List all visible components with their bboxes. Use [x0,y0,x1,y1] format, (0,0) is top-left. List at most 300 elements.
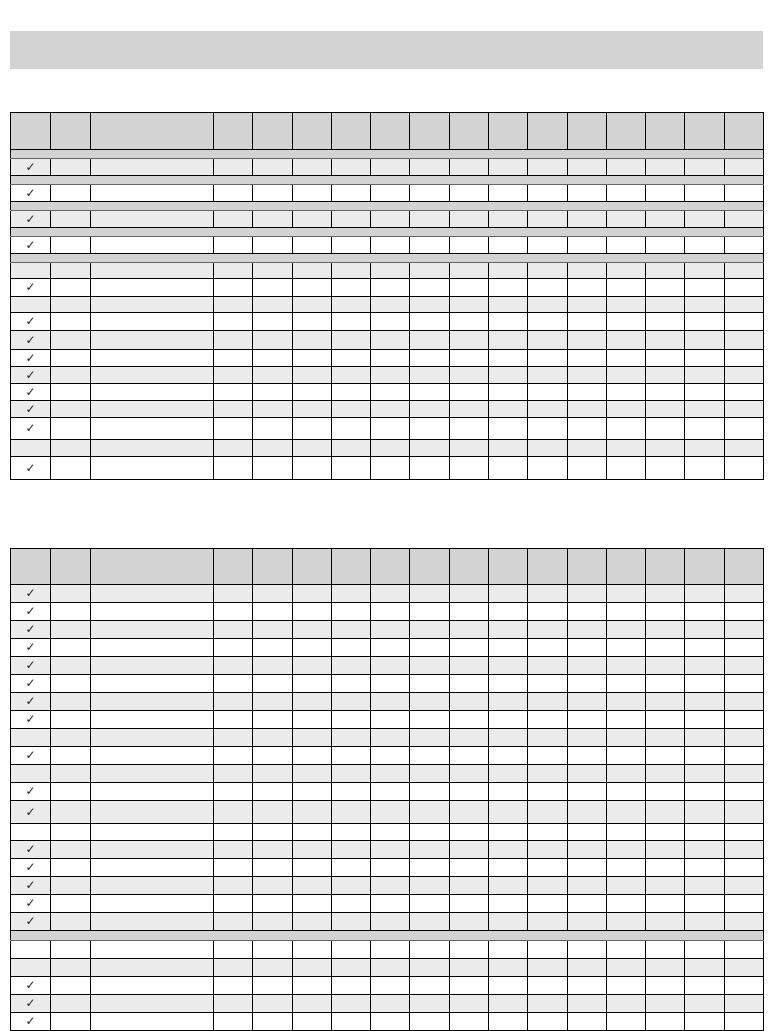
header-cell [724,549,763,585]
table-cell [331,657,370,675]
table-cell [51,585,91,603]
header-cell [51,113,91,150]
check-cell [11,331,51,350]
table-cell [606,279,645,297]
check-cell [11,693,51,711]
table-row [11,297,764,313]
table-cell [449,313,488,331]
table-cell [567,350,606,367]
table-row [11,824,764,841]
check-cell [11,297,51,313]
check-cell [11,367,51,384]
table-cell [253,977,292,995]
header-cell [292,549,331,585]
table-cell [91,639,214,657]
table-cell [685,801,724,824]
table-cell [528,765,567,783]
table-cell [292,313,331,331]
table-cell [646,729,685,747]
table-cell [646,384,685,401]
table-cell [646,824,685,841]
table-cell [606,603,645,621]
table-cell [646,159,685,176]
check-icon: ✓ [25,996,36,1010]
table-cell [91,693,214,711]
table-cell [292,585,331,603]
table-cell [214,313,253,331]
table-cell [91,895,214,913]
check-icon: ✓ [25,804,36,819]
table-cell [371,859,410,877]
table-cell [253,313,292,331]
table-cell [410,401,449,418]
table-cell [606,401,645,418]
table-cell [91,263,214,279]
check-cell [11,185,51,202]
check-cell [11,237,51,254]
table-cell [410,675,449,693]
table-cell [488,801,527,824]
table-cell [91,367,214,384]
table-cell [331,747,370,765]
table-cell [646,693,685,711]
table-cell [567,401,606,418]
table-cell [488,675,527,693]
table-cell [606,1013,645,1031]
table-cell [724,1013,763,1031]
table-cell [292,783,331,801]
table-cell [51,603,91,621]
table-cell [528,401,567,418]
table-cell [331,729,370,747]
table-cell [331,783,370,801]
table-cell [51,841,91,859]
table-cell [488,263,527,279]
table-cell [371,913,410,931]
table-cell [724,367,763,384]
table-cell [91,941,214,959]
table-cell [528,895,567,913]
table-cell [371,185,410,202]
table-cell [567,801,606,824]
table-cell [331,297,370,313]
check-icon: ✓ [25,896,36,910]
table-cell [292,675,331,693]
table-cell [724,877,763,895]
table-cell [646,877,685,895]
check-cell [11,841,51,859]
header-cell [410,549,449,585]
check-cell [11,350,51,367]
table-cell [371,977,410,995]
table-cell [214,747,253,765]
table-cell [214,765,253,783]
table-cell [528,657,567,675]
table-cell [528,639,567,657]
table-cell [292,1013,331,1031]
table-cell [606,747,645,765]
table-cell [331,693,370,711]
check-cell [11,783,51,801]
table-row [11,657,764,675]
table-cell [567,621,606,639]
table-cell [646,995,685,1013]
table-cell [528,1013,567,1031]
table-cell [685,621,724,639]
table-cell [253,657,292,675]
table-cell [528,585,567,603]
table-cell [488,350,527,367]
table-cell [724,729,763,747]
table-cell [410,765,449,783]
table-cell [449,621,488,639]
table-cell [646,959,685,977]
table-cell [606,639,645,657]
group-cell [11,176,764,185]
table-cell [646,237,685,254]
table-cell [91,765,214,783]
table-cell [685,384,724,401]
table-cell [331,384,370,401]
table-cell [606,995,645,1013]
table-cell [253,585,292,603]
check-icon: ✓ [25,860,36,874]
table-cell [214,895,253,913]
table-row [11,913,764,931]
table-cell [488,279,527,297]
table-cell [371,401,410,418]
table-row [11,401,764,418]
table-cell [214,824,253,841]
table-cell [488,657,527,675]
table-row [11,877,764,895]
table-cell [488,237,527,254]
table-cell [488,895,527,913]
table-cell [449,185,488,202]
table-cell [685,603,724,621]
table-cell [331,279,370,297]
table-cell [567,297,606,313]
table-cell [685,639,724,657]
table-cell [567,783,606,801]
table-cell [606,211,645,228]
table-cell [449,279,488,297]
table-cell [253,263,292,279]
table-cell [724,350,763,367]
table-row [11,440,764,457]
table-cell [488,977,527,995]
table-cell [51,747,91,765]
table-cell [292,941,331,959]
table-cell [51,211,91,228]
table-cell [371,693,410,711]
table-cell [371,418,410,440]
table-cell [449,895,488,913]
table-cell [685,747,724,765]
table-cell [253,941,292,959]
table-cell [371,657,410,675]
table-cell [685,783,724,801]
table-cell [488,1013,527,1031]
table-row [11,859,764,877]
table-cell [449,384,488,401]
table-cell [606,913,645,931]
table-cell [371,237,410,254]
table-cell [331,185,370,202]
group-row [11,176,764,185]
table-cell [606,859,645,877]
table-cell [292,603,331,621]
table-cell [606,367,645,384]
check-icon: ✓ [25,211,36,226]
check-cell [11,711,51,729]
table-cell [567,367,606,384]
table-cell [331,350,370,367]
check-cell [11,603,51,621]
table-cell [724,263,763,279]
table-cell [292,350,331,367]
table-cell [488,401,527,418]
table-cell [724,603,763,621]
table-cell [646,801,685,824]
table-cell [91,841,214,859]
table-cell [724,859,763,877]
table-cell [606,185,645,202]
table-cell [292,657,331,675]
table-cell [567,418,606,440]
table-cell [528,331,567,350]
header-cell [292,113,331,150]
table-cell [91,711,214,729]
table-cell [724,675,763,693]
table-cell [331,367,370,384]
table-cell [331,711,370,729]
table-cell [331,801,370,824]
header-cell [488,549,527,585]
table-cell [724,783,763,801]
table-cell [488,418,527,440]
table-cell [724,297,763,313]
table-cell [91,279,214,297]
table-cell [528,418,567,440]
table-cell [331,401,370,418]
table-cell [292,747,331,765]
table-cell [371,747,410,765]
table-cell [214,995,253,1013]
header-cell [567,549,606,585]
schedule-table-1 [10,112,764,480]
table-cell [91,1013,214,1031]
table-cell [528,263,567,279]
table-cell [51,237,91,254]
table-row [11,895,764,913]
table-cell [685,765,724,783]
header-cell [331,549,370,585]
table-cell [528,824,567,841]
check-icon: ✓ [25,784,36,798]
table-cell [724,913,763,931]
table-cell [410,941,449,959]
table-cell [410,367,449,384]
table-cell [606,331,645,350]
table-cell [51,877,91,895]
table-cell [371,297,410,313]
table-cell [567,657,606,675]
table-cell [253,765,292,783]
table-cell [51,263,91,279]
header-cell [646,549,685,585]
table-header-row [11,549,764,585]
check-icon: ✓ [25,842,36,856]
header-cell [528,113,567,150]
table-row [11,313,764,331]
table-cell [528,279,567,297]
table-cell [331,418,370,440]
table-cell [292,367,331,384]
table-cell [567,639,606,657]
table-cell [331,913,370,931]
table-cell [292,279,331,297]
table-cell [91,237,214,254]
table-cell [410,783,449,801]
table-cell [91,801,214,824]
check-icon: ✓ [25,367,36,382]
header-cell [410,113,449,150]
schedule-table-2 [10,548,764,1031]
table-cell [214,331,253,350]
table-cell [646,621,685,639]
table-cell [606,693,645,711]
table-cell [214,675,253,693]
table-cell [371,263,410,279]
header-cell [606,113,645,150]
check-cell [11,941,51,959]
table-row [11,237,764,254]
table-cell [371,384,410,401]
table-cell [685,977,724,995]
table-cell [214,350,253,367]
table-cell [488,457,527,480]
table-cell [410,159,449,176]
table-cell [528,711,567,729]
table-cell [371,159,410,176]
table-cell [51,711,91,729]
table-row [11,639,764,657]
table-cell [646,765,685,783]
table-cell [371,350,410,367]
table-cell [449,711,488,729]
table-row [11,995,764,1013]
table-cell [51,313,91,331]
table-cell [528,457,567,480]
table-row [11,350,764,367]
table-cell [214,841,253,859]
table-cell [292,159,331,176]
check-icon: ✓ [25,694,36,708]
table-cell [253,211,292,228]
table-cell [371,824,410,841]
group-row [11,254,764,263]
table-cell [214,783,253,801]
table-cell [214,639,253,657]
check-icon: ✓ [25,1014,36,1028]
table-cell [51,859,91,877]
table-cell [214,159,253,176]
table-cell [371,279,410,297]
table-cell [606,801,645,824]
table-cell [685,913,724,931]
table-cell [646,313,685,331]
table-cell [214,440,253,457]
table-cell [371,313,410,331]
table-cell [646,841,685,859]
check-cell [11,977,51,995]
check-icon: ✓ [25,978,36,992]
table-cell [488,313,527,331]
table-cell [253,350,292,367]
table-cell [292,959,331,977]
table-cell [606,313,645,331]
check-cell [11,440,51,457]
table-cell [646,783,685,801]
table-cell [292,824,331,841]
table-cell [606,418,645,440]
check-icon: ✓ [25,676,36,690]
table-cell [488,941,527,959]
table-cell [371,711,410,729]
table-cell [51,765,91,783]
check-icon: ✓ [25,658,36,672]
table-cell [449,747,488,765]
table-cell [331,457,370,480]
table-cell [724,418,763,440]
table-cell [685,440,724,457]
table-cell [410,841,449,859]
table-cell [528,350,567,367]
table-cell [724,237,763,254]
table-cell [371,841,410,859]
table-cell [91,159,214,176]
table-cell [685,418,724,440]
table-cell [449,350,488,367]
table-cell [331,977,370,995]
table-cell [685,877,724,895]
table-cell [371,729,410,747]
table-cell [606,877,645,895]
table-cell [214,913,253,931]
table-cell [292,841,331,859]
table-cell [724,440,763,457]
table-cell [606,440,645,457]
table-cell [410,603,449,621]
table-cell [528,913,567,931]
table-cell [292,621,331,639]
table-cell [214,211,253,228]
table-cell [410,313,449,331]
table-cell [410,384,449,401]
table-cell [528,237,567,254]
table-row [11,211,764,228]
table-cell [253,418,292,440]
check-icon: ✓ [25,586,36,600]
table-cell [51,657,91,675]
table-cell [410,801,449,824]
table-cell [51,895,91,913]
table-cell [91,297,214,313]
table-cell [685,279,724,297]
table-cell [449,639,488,657]
table-cell [449,585,488,603]
